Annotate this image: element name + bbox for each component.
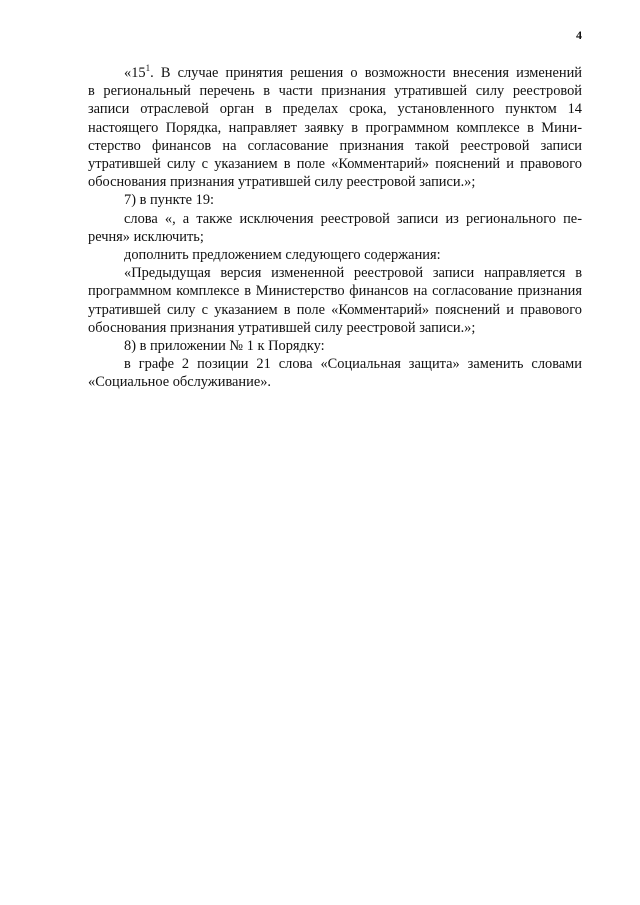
paragraph-item-8: 8) в приложении № 1 к Порядку: (124, 338, 325, 355)
paragraph-add-sentence: дополнить предложением следующего содержания: (124, 247, 441, 264)
paragraph-first-line (88, 64, 582, 82)
paragraph-item-7: 7) в пункте 19: (124, 192, 215, 209)
document-body (88, 64, 582, 392)
clause-superscript: 1 (145, 63, 151, 74)
paragraph-appendix-change: в графе 2 позиции 21 слова «Социальная защита» заменить словами «Социальное обслуживание». (88, 356, 582, 391)
clause-body-text: в региональный перечень в части признания утратившей силу реестровой записи отраслевой орган в пределах срока, установленного пунктом 14 настоящего Порядка, направляет заявку в программном комплексе в Министерство финансов на согласование признания такой реестровой записи утратившей силу с указанием в поле «Комментарий» пояснений и правового обоснования признания утратившей силу реестровой записи.»; (88, 83, 582, 191)
paragraph-words-removed: слова «, а также исключения реестровой записи из регионального перечня» исключить; (88, 210, 582, 245)
paragraph-clause-15-1 (88, 64, 582, 191)
clause-number: «15 (124, 65, 146, 81)
clause-lead-text: . В случае принятия решения о возможности внесения изменений (150, 65, 582, 81)
page-number: 4 (576, 28, 582, 42)
paragraph-new-sentence: «Предыдущая версия измененной реестровой записи направляется в программном комплексе в Министерство финансов на согласование признания утратившей силу с указанием в поле «Комментарий» пояснений и правового обоснования признания утратившей силу реестровой записи.»; (88, 265, 582, 336)
